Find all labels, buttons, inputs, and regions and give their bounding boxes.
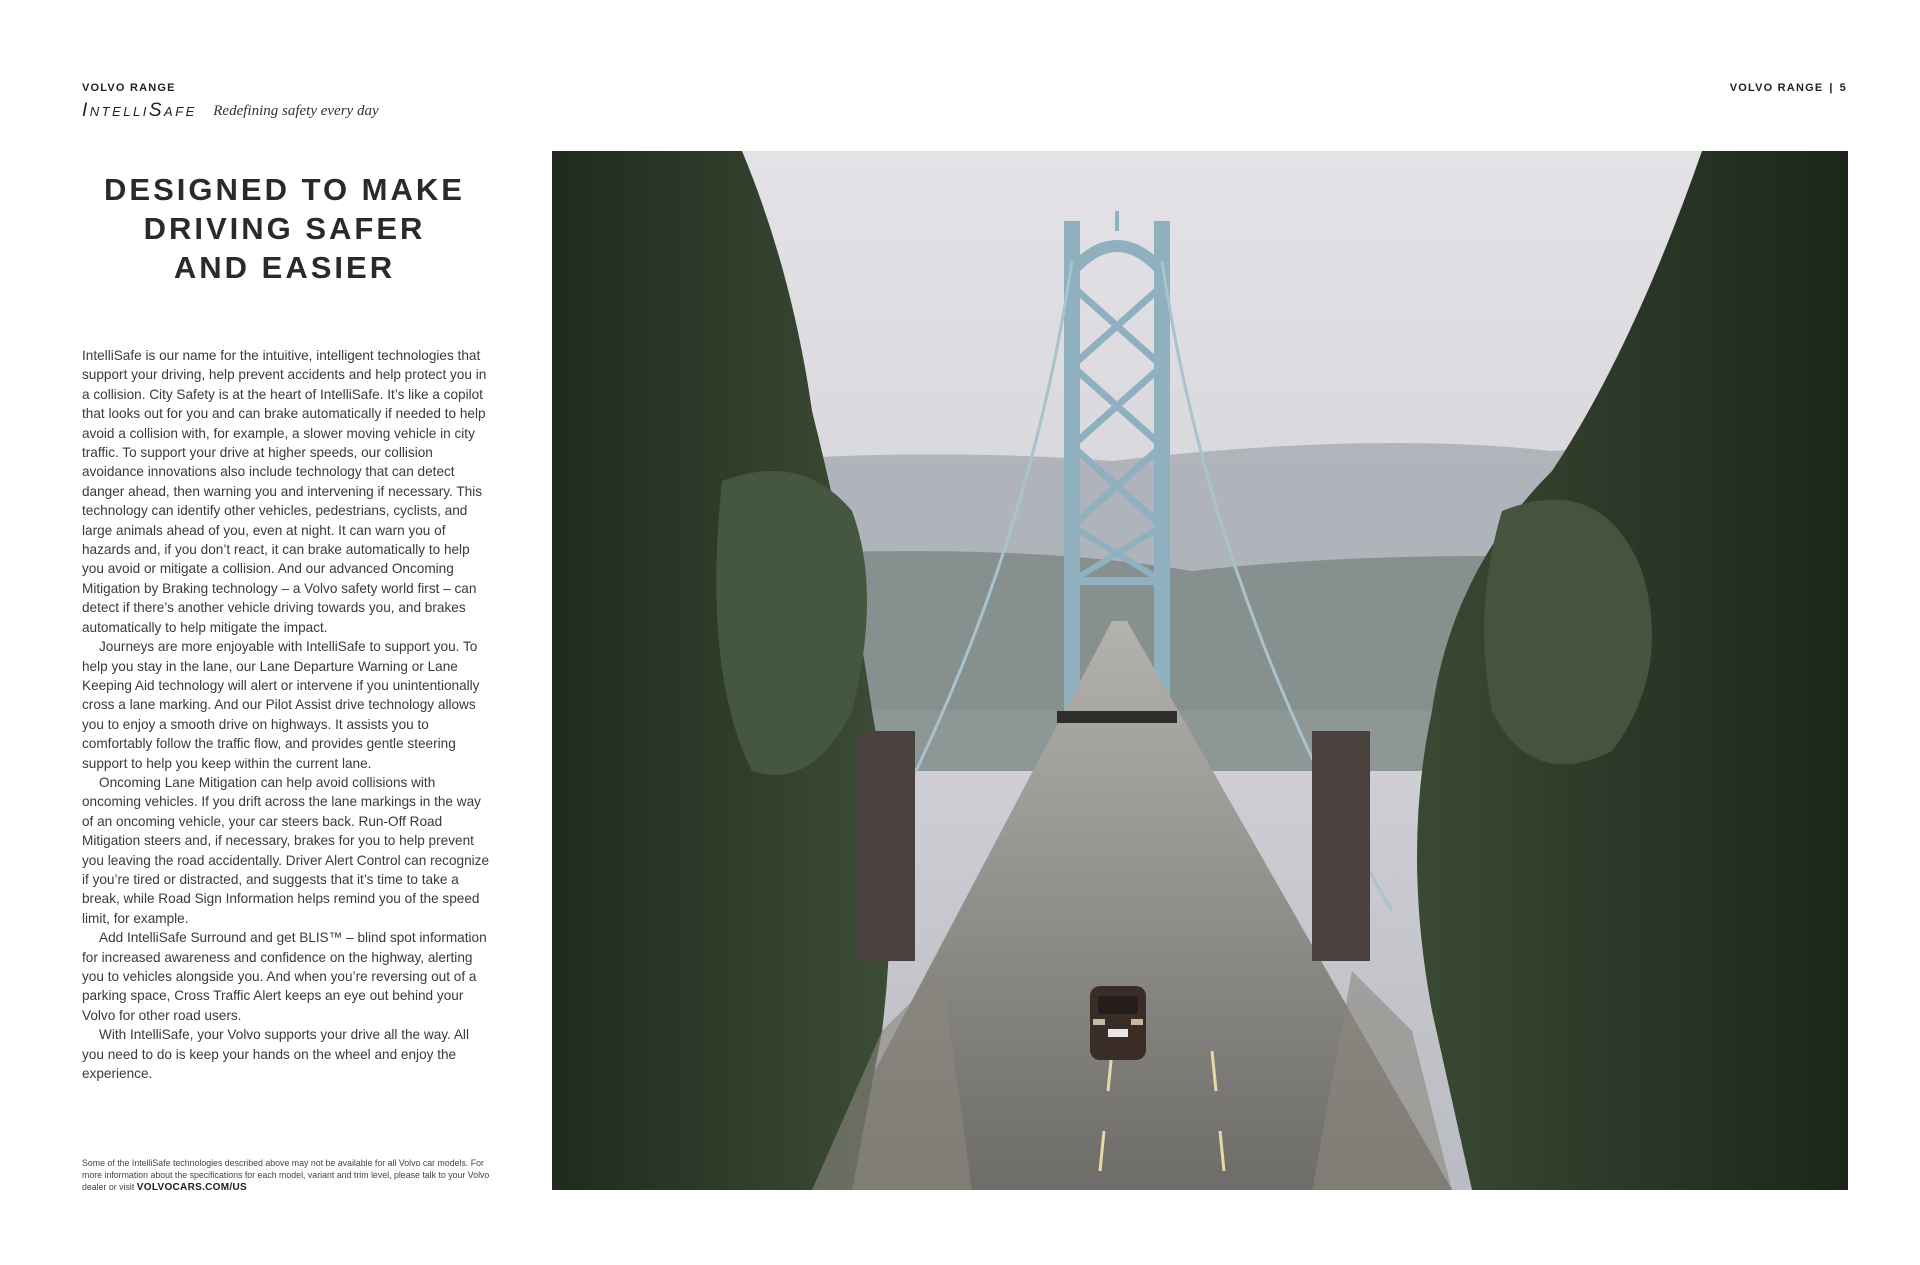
footnote-link[interactable]: VOLVOCARS.COM/US <box>136 1182 247 1193</box>
bridge-illustration <box>552 151 1848 1190</box>
paragraph-4: Add IntelliSafe Surround and get BLIS™ – blind spot information for increased awareness and confidence on the highway, alerting you to vehicles alongside you. And when you’re reversing out of a parking space, Cross Traffic Alert keeps an eye out behind your Volvo for other road users. <box>82 930 487 1023</box>
overhead-sign <box>1057 711 1177 723</box>
gate-pillar-right <box>1312 731 1370 961</box>
paragraph-2: Journeys are more enjoyable with IntelliSafe to support you. To help you stay in the lane, our Lane Departure Warning or Lane Keeping Aid technology will alert or intervene if you unintentionally cross a lane marking. And our Pilot Assist drive technology allows you to enjoy a smooth drive on highways. It assists you to comfortably follow the traffic flow, and provides gentle steering support to help you keep within the current lane. <box>82 639 480 771</box>
body-text <box>82 346 490 1083</box>
title-line-1: DESIGNED TO MAKE <box>104 172 465 207</box>
title-line-3: AND EASIER <box>173 250 396 285</box>
title-line-2: DRIVING SAFER <box>143 211 426 246</box>
paragraph-3: Oncoming Lane Mitigation can help avoid collisions with oncoming vehicles. If you drift across the lane markings in the way of an oncoming vehicle, your car steers back. Run-Off Road Mitigation steers and, if necessary, brakes for you to help prevent you leaving the road accidentally. Driver Alert Control can recognize if you’re tired or distracted, and suggests that it’s time to take a break, while Road Sign Information helps remind you of the speed limit, for example. <box>82 774 490 926</box>
brand-tagline: Redefining safety every day <box>213 102 379 119</box>
footnote-text: Some of the IntelliSafe technologies described above may not be available for all Volvo car models. For more information about the specifications for each model, variant and trim level, please talk to your Volvo dealer or visit <box>82 1158 490 1192</box>
brand-line <box>82 100 379 126</box>
page-header-label: VOLVO RANGE <box>1729 82 1824 94</box>
section-kicker: VOLVO RANGE <box>82 82 176 94</box>
page-header-separator: | <box>1829 82 1834 94</box>
paragraph-1: IntelliSafe is our name for the intuitive, intelligent technologies that support your driving, help prevent accidents and help protect you in a collision. City Safety is at the heart of IntelliSafe. It’s like a copilot that looks out for you and can brake automatically if needed to help avoid a collision with, for example, a slower moving vehicle in city traffic. To support your drive at higher speeds, our collision avoidance innovations also include technology that can detect danger ahead, then warning you and intervening if necessary. This technology can identify other vehicles, pedestrians, cyclists, and large animals ahead of you, even at night. It can warn you of hazards and, if you don’t react, it can brake automatically to help you avoid or mitigate a collision. And our advanced Oncoming Mitigation by Braking technology – a Volvo safety world first – can detect if there’s another vehicle driving towards you, and brakes automatically to help mitigate the impact. <box>82 348 487 635</box>
car <box>1090 986 1146 1060</box>
bridge-photo <box>552 151 1848 1190</box>
page-number: 5 <box>1839 82 1847 94</box>
intellisafe-logo: IntelliSafe <box>82 100 197 121</box>
gate-pillar-left <box>857 731 915 961</box>
page-header <box>1730 82 1847 94</box>
page-title <box>82 170 487 287</box>
paragraph-5: With IntelliSafe, your Volvo supports your drive all the way. All you need to do is keep your hands on the wheel and enjoy the experience. <box>82 1027 469 1082</box>
footnote <box>82 1157 492 1194</box>
